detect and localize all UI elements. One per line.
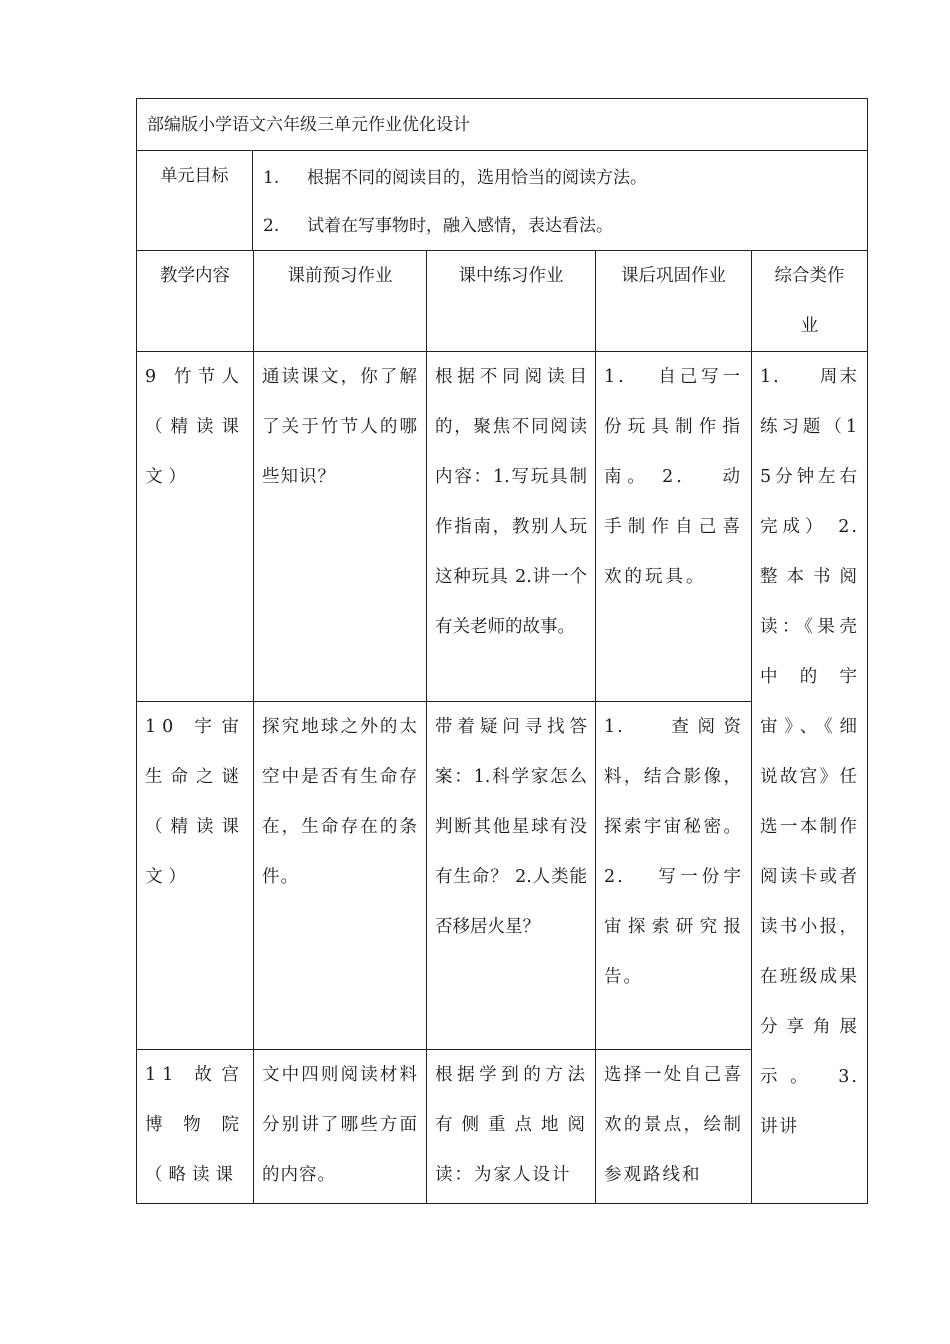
- unit-goal-item: [263, 211, 613, 236]
- header-practice-homework: 课中练习作业: [458, 266, 564, 286]
- row-preview: 探究地球之外的太空中是否有生命存在，生命存在的条件。: [262, 717, 418, 887]
- unit-goal-item: [263, 163, 647, 188]
- unit-goal-list: [253, 151, 867, 251]
- row-lesson-content: 9 竹节人（精读课文）: [145, 367, 245, 487]
- header-comprehensive-homework: 综合类作业: [774, 266, 845, 336]
- row-practice: 带着疑问寻找答案：1.科学家怎么判断其他星球有没有生命？ 2.人类能否移居火星？: [435, 717, 587, 937]
- header-teaching-content: 教学内容: [160, 266, 230, 286]
- goal-number: 2.: [263, 216, 280, 236]
- goal-text: 试着在写事物时，融入感情，表达看法。: [307, 216, 613, 236]
- row-consolidation: 选择一处自己喜欢的景点，绘制参观路线和: [604, 1065, 743, 1185]
- header-consolidation-homework: 课后巩固作业: [621, 266, 726, 286]
- row-lesson-content: 11 故宫博物院（略读课: [145, 1065, 245, 1185]
- row-preview: 文中四则阅读材料分别讲了哪些方面的内容。: [262, 1065, 418, 1185]
- row-consolidation: 1. 查阅资料，结合影像，探索宇宙秘密。 2. 写一份宇宙探索研究报告。: [604, 717, 743, 987]
- assignment-table: [136, 98, 898, 1204]
- comprehensive-homework: 1. 周末练习题（15分钟左右完成） 2. 整本书阅读：《果壳中的宇宙》、《细说故宫》任选一本制作阅读卡或者读书小报，在班级成果分享角展示。 3. 讲讲: [760, 367, 898, 1137]
- row-practice: 根据学到的方法有侧重点地阅读：为家人设计: [435, 1065, 587, 1185]
- row-consolidation: 1. 自己写一份玩具制作指南。 2. 动手制作自己喜欢的玩具。: [604, 367, 743, 587]
- row-lesson-content: 10 宇宙生命之谜（精读课文）: [145, 717, 245, 887]
- goal-number: 1.: [263, 168, 280, 188]
- header-preview-homework: 课前预习作业: [287, 266, 393, 286]
- document-title: 部编版小学语文六年级三单元作业优化设计: [137, 99, 867, 151]
- goal-text: 根据不同的阅读目的，选用恰当的阅读方法。: [307, 168, 647, 188]
- row-practice: 根据不同阅读目的，聚焦不同阅读内容：1.写玩具制作指南，教别人玩这种玩具 2.讲一个有关老师的故事。: [435, 367, 587, 637]
- unit-goal-label: 单元目标: [137, 151, 253, 251]
- row-preview: 通读课文，你了解了关于竹节人的哪些知识？: [262, 367, 418, 487]
